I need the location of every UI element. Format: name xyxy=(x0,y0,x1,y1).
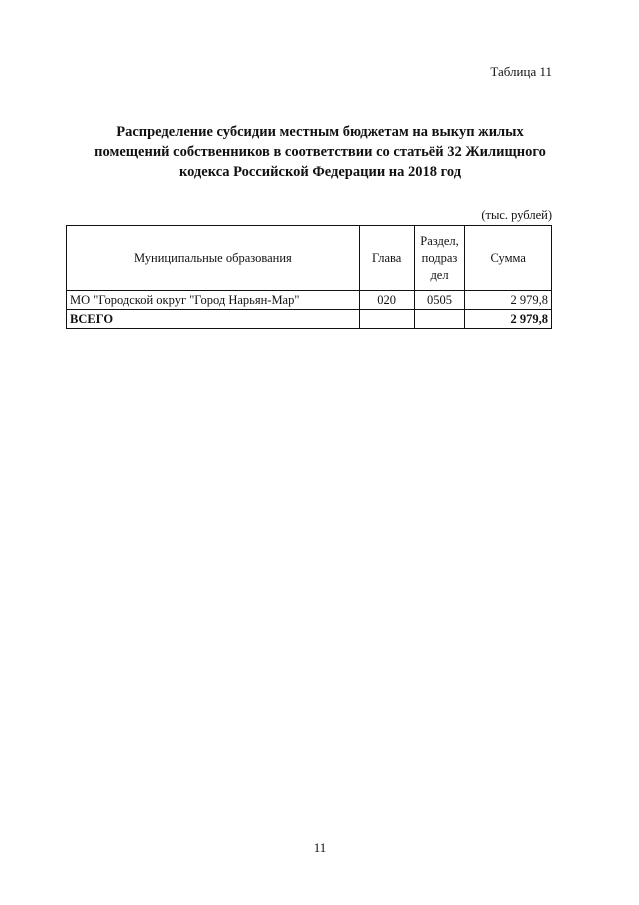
cell-head: 020 xyxy=(359,291,414,310)
column-header-amount: Сумма xyxy=(465,226,552,291)
column-header-section: Раздел, подраз дел xyxy=(414,226,465,291)
table-number: Таблица 11 xyxy=(490,64,552,79)
total-amount: 2 979,8 xyxy=(465,310,552,329)
page-number: 11 xyxy=(313,840,327,855)
total-row xyxy=(67,310,552,329)
cell-municipality: МО "Городской округ "Город Нарьян-Мар" xyxy=(67,291,360,310)
column-header-head: Глава xyxy=(359,226,414,291)
total-label: ВСЕГО xyxy=(67,310,360,329)
total-head-empty xyxy=(359,310,414,329)
cell-amount: 2 979,8 xyxy=(465,291,552,310)
document-title: Распределение субсидии местным бюджетам на выкуп жилых помещений собственников в соответствии со статьёй 32 Жилищного кодекса Российской Федерации на 2018 год xyxy=(94,124,546,180)
subsidy-table xyxy=(66,225,552,329)
cell-section: 0505 xyxy=(414,291,465,310)
units-label: (тыс. рублей) xyxy=(481,208,552,222)
table-row xyxy=(67,291,552,310)
total-section-empty xyxy=(414,310,465,329)
column-header-municipality: Муниципальные образования xyxy=(67,226,360,291)
table-header-row xyxy=(67,226,552,291)
